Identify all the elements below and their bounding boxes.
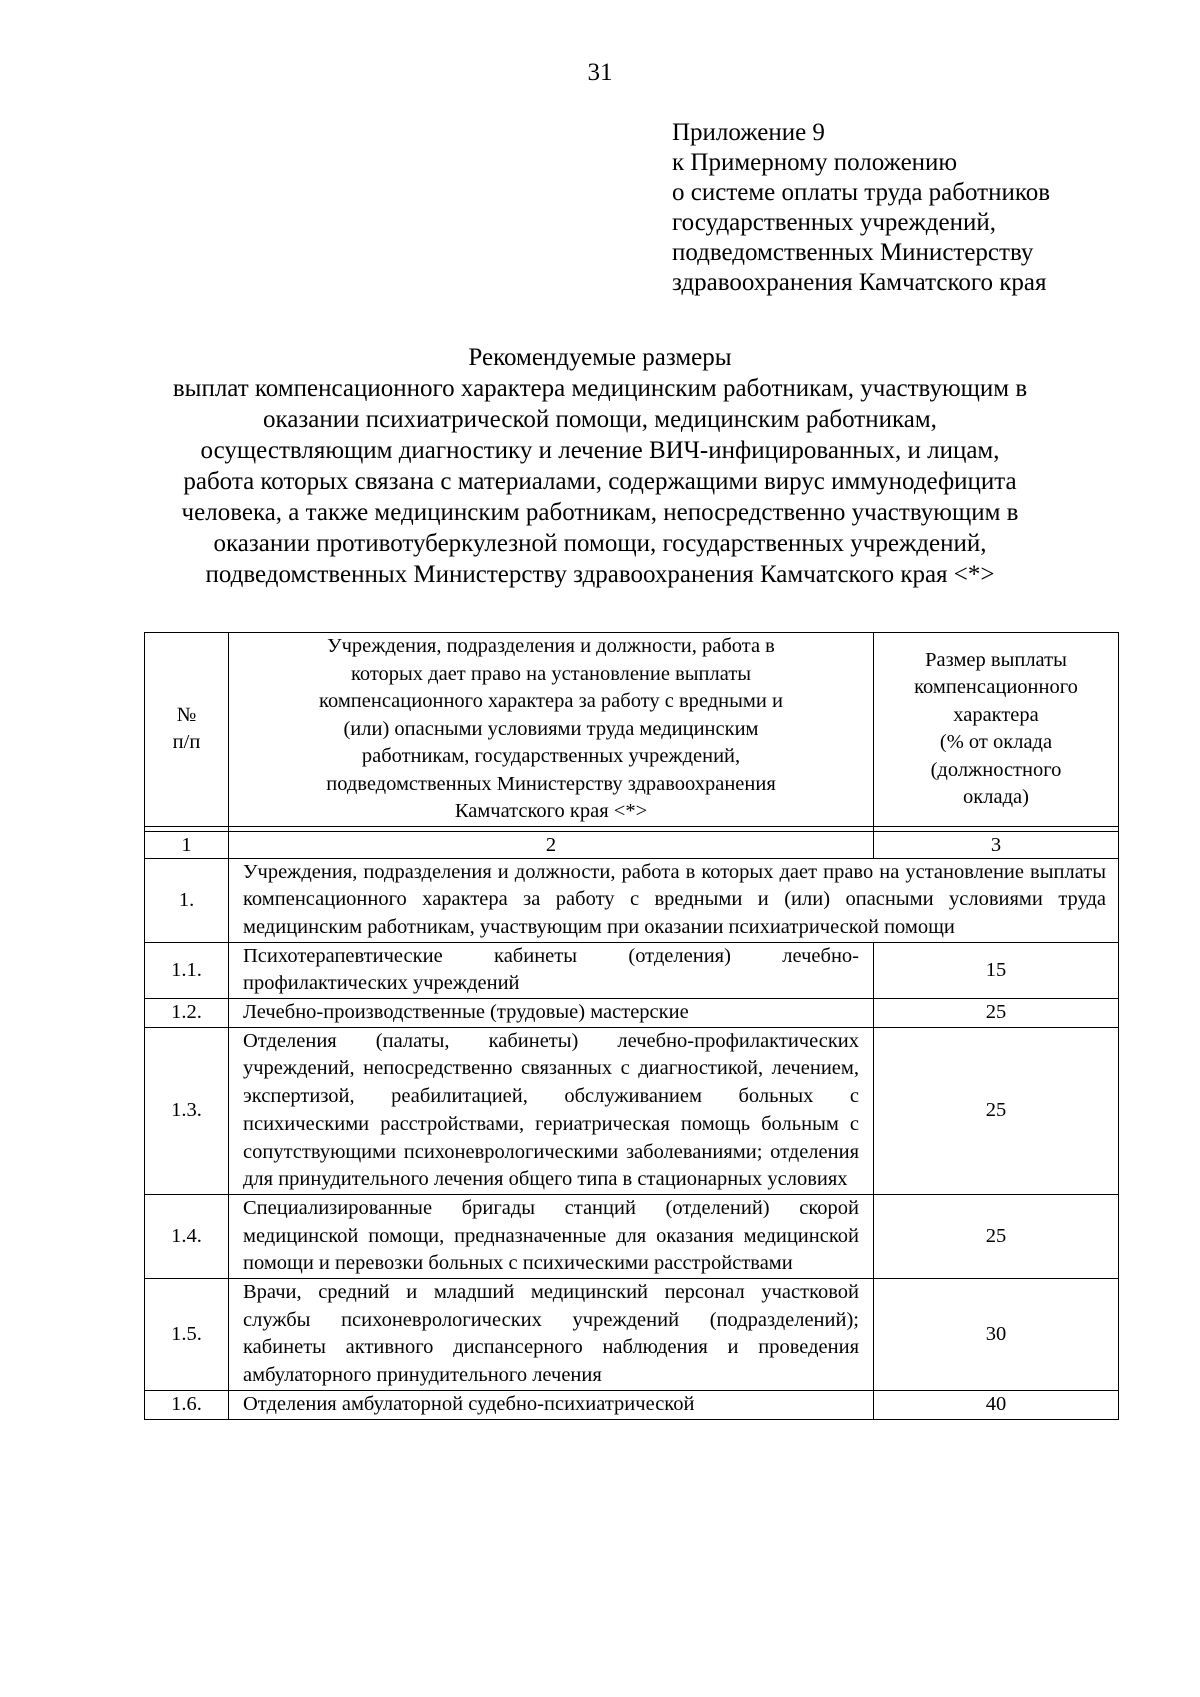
- row-number: 1.5.: [145, 1279, 229, 1391]
- row-number: 1.4.: [145, 1194, 229, 1278]
- title-line: Рекомендуемые размеры: [468, 344, 732, 371]
- appendix-line: о системе оплаты труда работников: [672, 179, 1051, 206]
- title-line: человека, а также медицинским работникам, непосредственно участвующим в: [181, 499, 1019, 526]
- table-row: [145, 1027, 1119, 1194]
- section-number: 1.: [145, 858, 229, 942]
- row-number: 1.3.: [145, 1027, 229, 1194]
- title-line: выплат компенсационного характера медицинским работникам, участвующим в: [172, 375, 1028, 402]
- column-number: 2: [229, 831, 874, 858]
- column-number: 3: [874, 831, 1119, 858]
- row-value: 25: [874, 1194, 1119, 1278]
- payments-table: [144, 632, 1119, 1420]
- title-line: оказании психиатрической помощи, медицинским работникам,: [263, 406, 937, 433]
- row-text: Психотерапевтические кабинеты (отделения) лечебно-профилактических учреждений: [229, 942, 874, 998]
- column-number: 1: [145, 831, 229, 858]
- appendix-line: Приложение 9: [672, 119, 825, 146]
- section-row: [145, 858, 1119, 942]
- title-line: осуществляющим диагностику и лечение ВИЧ-инфицированных, и лицам,: [200, 437, 1000, 464]
- table-row: [145, 1194, 1119, 1278]
- row-number: 1.2.: [145, 999, 229, 1028]
- row-number: 1.6.: [145, 1390, 229, 1419]
- table-row: [145, 1279, 1119, 1391]
- title-line: работа которых связана с материалами, содержащими вирус иммунодефицита: [183, 468, 1017, 495]
- appendix-reference: [672, 118, 1172, 298]
- appendix-line: здравоохранения Камчатского края: [672, 269, 1047, 296]
- page-number: 31: [587, 59, 613, 86]
- row-number: 1.1.: [145, 942, 229, 998]
- table-row: [145, 942, 1119, 998]
- column-number-row: [145, 831, 1119, 858]
- row-value: 30: [874, 1279, 1119, 1391]
- row-text: Врачи, средний и младший медицинский персонал участковой службы психоневрологических учреждений (подразделений); кабинеты активного диспансерного наблюдения и проведения амбулаторного принудительного лечения: [229, 1279, 874, 1391]
- table-header-row: [145, 633, 1119, 827]
- section-text: Учреждения, подразделения и должности, работа в которых дает право на установление выплаты компенсационного характера за работу с вредными и (или) опасными условиями труда медицинским работникам, участвующим при оказании психиатрической помощи: [229, 858, 1119, 942]
- row-value: 15: [874, 942, 1119, 998]
- table-row: [145, 1390, 1119, 1419]
- row-text: Специализированные бригады станций (отделений) скорой медицинской помощи, предназначенные для оказания медицинской помощи и перевозки больных с психическими расстройствами: [229, 1194, 874, 1278]
- header-amount-cell: Размер выплаты компенсационного характера (% от оклада (должностного оклада): [874, 633, 1119, 827]
- row-text: Отделения амбулаторной судебно-психиатрической: [229, 1390, 874, 1419]
- row-text: Лечебно-производственные (трудовые) мастерские: [229, 999, 874, 1028]
- row-value: 25: [874, 999, 1119, 1028]
- header-description-cell: Учреждения, подразделения и должности, работа в которых дает право на установление выплаты компенсационного характера за работу с вредными и (или) опасными условиями труда медицинским работникам, государственных учреждений, подведомственных Министерству здравоохранения Камчатского края <*>: [229, 633, 874, 827]
- title-line: подведомственных Министерству здравоохранения Камчатского края <*>: [205, 561, 995, 588]
- document-title: [60, 342, 1140, 590]
- appendix-line: государственных учреждений,: [672, 209, 996, 236]
- row-value: 40: [874, 1390, 1119, 1419]
- appendix-line: подведомственных Министерству: [672, 239, 1034, 266]
- row-text: Отделения (палаты, кабинеты) лечебно-профилактических учреждений, непосредственно связанных с диагностикой, лечением, экспертизой, реабилитацией, обслуживанием больных с психическими расстройствами, гериатрическая помощь больным с сопутствующими психоневрологическими заболеваниями; отделения для принудительного лечения общего типа в стационарных условиях: [229, 1027, 874, 1194]
- row-value: 25: [874, 1027, 1119, 1194]
- table-row: [145, 999, 1119, 1028]
- header-number-cell: № п/п: [145, 633, 229, 827]
- title-line: оказании противотуберкулезной помощи, государственных учреждений,: [213, 530, 987, 557]
- appendix-line: к Примерному положению: [672, 149, 958, 176]
